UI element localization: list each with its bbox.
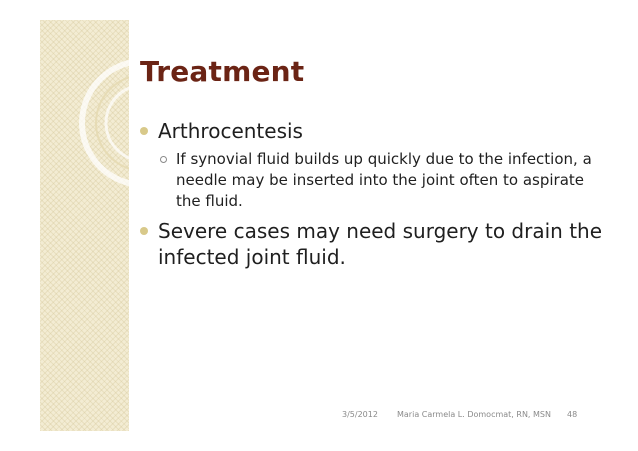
- bullet-severe-cases: [140, 218, 610, 270]
- bullet-arthrocentesis: [140, 118, 610, 144]
- decorative-side-band: [40, 20, 129, 431]
- subbullet-synovial-fluid: [160, 149, 610, 212]
- slide-title: Treatment: [140, 55, 305, 88]
- bullet-dot-icon: [140, 127, 148, 135]
- slide-content: [140, 118, 610, 270]
- subbullet-text: If synovial fluid builds up quickly due to the infection, a needle may be inserted into the joint often to aspirate the fluid.: [176, 150, 592, 210]
- decorative-circles-graphic: [40, 20, 129, 431]
- subbullet-ring-icon: [160, 156, 167, 163]
- footer-page-number: 48: [567, 410, 578, 419]
- bullet-text: Severe cases may need surgery to drain the infected joint fluid.: [158, 219, 603, 269]
- bullet-text: Arthrocentesis: [158, 119, 303, 143]
- footer-date: 3/5/2012: [342, 410, 378, 419]
- footer-author: Maria Carmela L. Domocmat, RN, MSN: [397, 410, 551, 419]
- bullet-dot-icon: [140, 227, 148, 235]
